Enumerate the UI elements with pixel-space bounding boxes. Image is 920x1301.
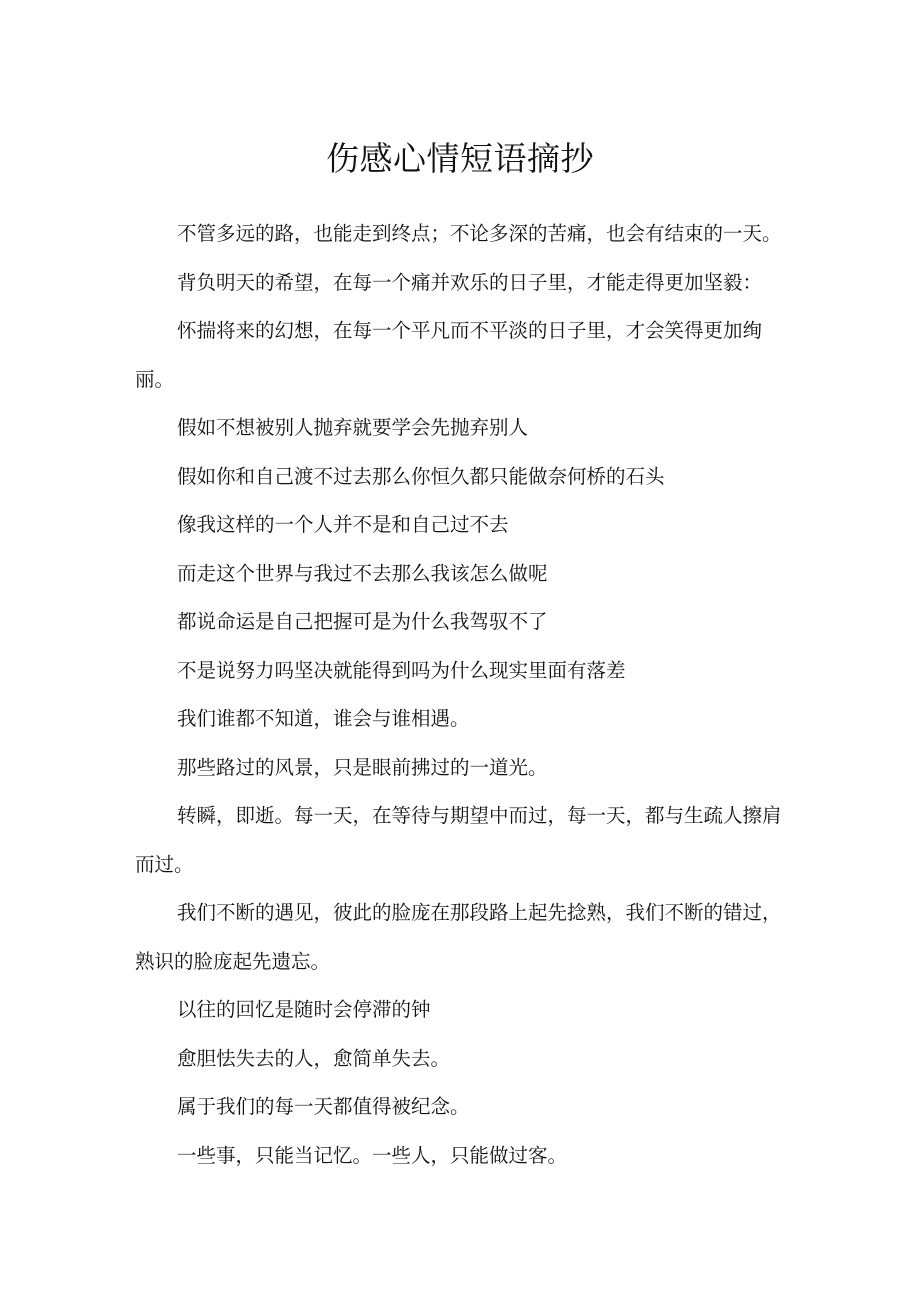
paragraph: 像我这样的一个人并不是和自己过不去 (177, 513, 509, 536)
paragraph: 愈胆怯失去的人，愈简单失去。 (177, 1046, 451, 1070)
paragraph: 假如不想被别人抛弃就要学会先抛弃别人 (177, 416, 529, 439)
paragraph: 背负明天的希望，在每一个痛并欢乐的日子里，才能走得更加坚毅： (177, 270, 763, 294)
document-body (135, 210, 795, 1180)
paragraph: 不管多远的路，也能走到终点；不论多深的苦痛，也会有结束的一天。 (177, 222, 782, 245)
paragraph: 而走这个世界与我过不去那么我该怎么做呢 (177, 561, 548, 585)
page-title: 伤感心情短语摘抄 (326, 139, 594, 178)
paragraph: 我们不断的遇见，彼此的脸庞在那段路上起先捻熟，我们不断的错过，熟识的脸庞起先遗忘。 (135, 901, 782, 973)
paragraph: 转瞬，即逝。每一天，在等待与期望中而过，每一天，都与生疏人擦肩而过。 (135, 804, 782, 876)
paragraph: 假如你和自己渡不过去那么你恒久都只能做奈何桥的石头 (177, 464, 665, 488)
paragraph: 都说命运是自己把握可是为什么我驾驭不了 (177, 610, 548, 633)
paragraph: 我们谁都不知道，谁会与谁相遇。 (177, 707, 470, 730)
paragraph: 一些事，只能当记忆。一些人，只能做过客。 (177, 1143, 568, 1167)
paragraph: 那些路过的风景，只是眼前拂过的一道光。 (177, 755, 548, 779)
paragraph: 属于我们的每一天都值得被纪念。 (177, 1095, 470, 1118)
paragraph: 不是说努力吗坚决就能得到吗为什么现实里面有落差 (177, 658, 626, 682)
paragraph: 怀揣将来的幻想，在每一个平凡而不平淡的日子里，才会笑得更加绚丽。 (135, 319, 763, 391)
paragraph: 以往的回忆是随时会停滞的钟 (177, 998, 431, 1021)
